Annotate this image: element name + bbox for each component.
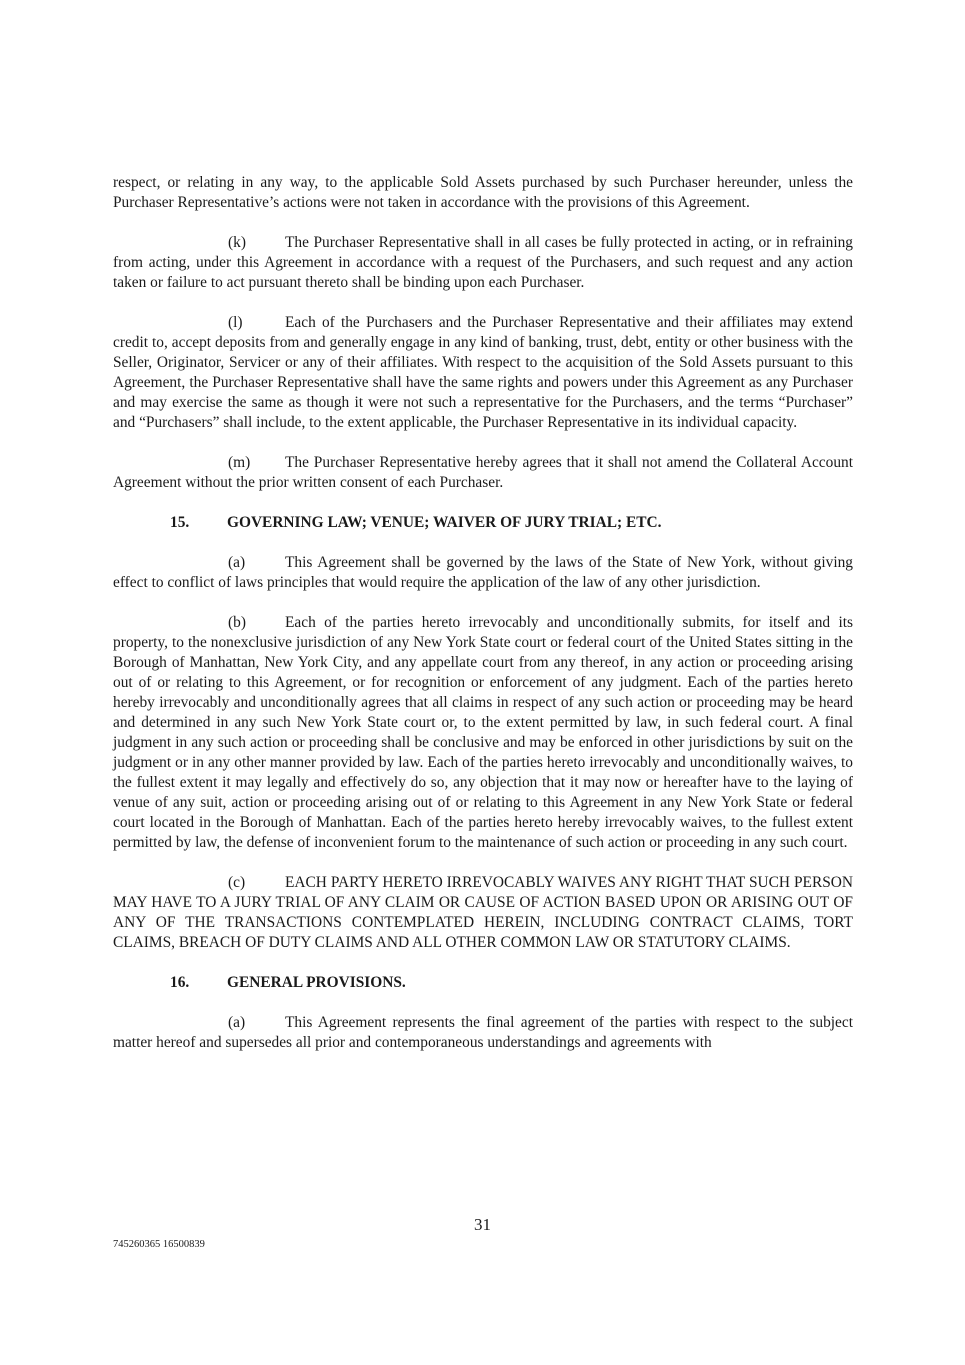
continuation-paragraph: respect, or relating in any way, to the applicable Sold Assets purchased by such Purchaser hereunder, unless the Purchaser Representative’s actions were not taken in accordance with the provisions of this Agreement. <box>113 174 853 211</box>
paragraph-m-label: (m) <box>228 454 251 471</box>
section-15-number: 15. <box>170 514 190 531</box>
section-15-paragraph-b-label: (b) <box>228 614 246 631</box>
section-15-paragraph-c-text: EACH PARTY HERETO IRREVOCABLY WAIVES ANY RIGHT THAT SUCH PERSON MAY HAVE TO A JURY TRIAL OF ANY CLAIM OR CAUSE OF ACTION BASED UPON OR ARISING OUT OF ANY OF THE TRANSACTIONS CONTEMPLATED HEREIN, INCLUDING CONTRACT CLAIMS, TORT CLAIMS, BREACH OF DUTY CLAIMS AND ALL OTHER COMMON LAW OR STATUTORY CLAIMS. <box>113 874 853 951</box>
paragraph-l-text: Each of the Purchasers and the Purchaser Representative and their affiliates may extend credit to, accept deposits from and generally engage in any kind of banking, trust, debt, entity or other business with the Seller, Originator, Servicer or any of their affiliates. With respect to the acquisition of the Sold Assets pursuant to this Agreement, the Purchaser Representative shall have the same rights and powers under this Agreement as any Purchaser and may exercise the same as though it were not such a representative for the Purchasers, and the terms “Purchaser” and “Purchasers” shall include, to the extent applicable, the Purchaser Representative in its individual capacity. <box>113 314 853 431</box>
paragraph-k <box>113 233 853 293</box>
paragraph-m-text: The Purchaser Representative hereby agrees that it shall not amend the Collateral Account Agreement without the prior written consent of each Purchaser. <box>113 454 853 491</box>
paragraph-m <box>113 453 853 493</box>
paragraph-l-label: (l) <box>228 314 243 331</box>
section-15-paragraph-a-text: This Agreement shall be governed by the laws of the State of New York, without giving effect to conflict of laws principles that would require the application of the law of any other jurisdiction. <box>113 554 853 591</box>
section-16-paragraph-a-text: This Agreement represents the final agreement of the parties with respect to the subject matter hereof and supersedes all prior and contemporaneous understandings and agreements with <box>113 1014 853 1051</box>
section-16-heading <box>113 973 853 993</box>
section-15-paragraph-a-label: (a) <box>228 554 246 571</box>
section-16-paragraph-a-label: (a) <box>228 1014 246 1031</box>
section-15-paragraph-a <box>113 553 853 593</box>
paragraph-l <box>113 313 853 433</box>
section-15-paragraph-c-label: (c) <box>228 874 246 891</box>
section-15-paragraph-b <box>113 613 853 853</box>
section-16-paragraph-a <box>113 1013 853 1053</box>
section-16-title: GENERAL PROVISIONS. <box>227 974 406 991</box>
section-16-number: 16. <box>170 974 190 991</box>
page-number: 31 <box>474 1215 491 1234</box>
paragraph-k-text: The Purchaser Representative shall in all cases be fully protected in acting, or in refraining from acting, under this Agreement in accordance with a request of the Purchasers, and such request and any action taken or failure to act pursuant thereto shall be binding upon each Purchaser. <box>113 234 853 291</box>
paragraph-k-label: (k) <box>228 234 246 251</box>
section-15-title: GOVERNING LAW; VENUE; WAIVER OF JURY TRIAL; ETC. <box>227 514 662 531</box>
section-15-heading <box>113 513 853 533</box>
section-15-paragraph-c <box>113 873 853 953</box>
section-15-paragraph-b-text: Each of the parties hereto irrevocably and unconditionally submits, for itself and its property, to the nonexclusive jurisdiction of any New York State court or federal court of the United States sitting in the Borough of Manhattan, New York City, and any appellate court from any thereof, in any action or proceeding arising out of or relating to this Agreement, or for recognition or enforcement of any judgment. Each of the parties hereto hereby irrevocably and unconditionally agrees that all claims in respect of any such action or proceeding may be heard and determined in any such New York State court or, to the extent permitted by law, in such federal court. A final judgment in any such action or proceeding shall be conclusive and may be enforced in other jurisdictions by suit on the judgment or in any other manner provided by law. Each of the parties hereto irrevocably and unconditionally waives, to the fullest extent it may legally and effectively do so, any objection that it may now or hereafter have to the laying of venue of any suit, action or proceeding arising out of or relating to this Agreement in any New York State or federal court located in the Borough of Manhattan. Each of the parties hereto hereby irrevocably waives, to the fullest extent permitted by law, the defense of inconvenient forum to the maintenance of such action or proceeding in any such court. <box>113 614 853 851</box>
document-id: 745260365 16500839 <box>113 1239 205 1250</box>
document-body <box>113 173 853 1073</box>
